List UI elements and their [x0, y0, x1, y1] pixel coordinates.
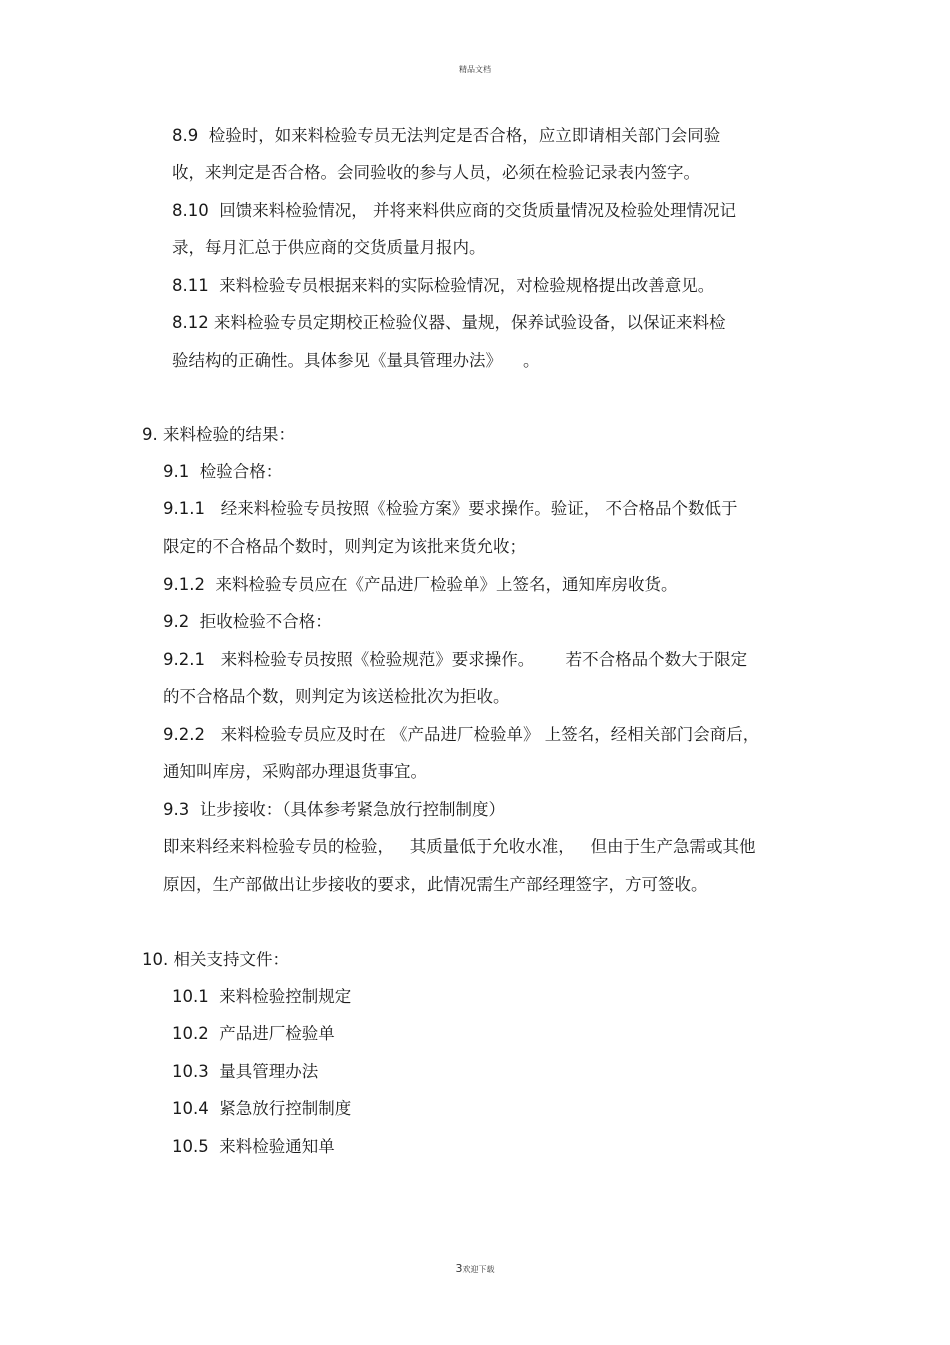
subsection-9-3-heading: 9.3 让步接收：（具体参考紧急放行控制制度） — [163, 800, 505, 819]
paragraph-9-1-1-line-1: 9.1.1 经来料检验专员按照《检验方案》要求操作。验证， 不合格品个数低于 — [163, 499, 738, 518]
list-item: 10.4 紧急放行控制制度 — [172, 1099, 352, 1118]
section-9-heading: 9. 来料检验的结果： — [142, 425, 295, 444]
section-10-heading: 10. 相关支持文件： — [142, 950, 289, 969]
paragraph-8-12-line-1: 8.12 来料检验专员定期校正检验仪器、量规，保养试验设备，以保证来料检 — [172, 313, 726, 332]
list-item: 10.3 量具管理办法 — [172, 1062, 319, 1081]
page-header: 精品文档 — [459, 65, 491, 74]
paragraph-9-3-line-2: 原因，生产部做出让步接收的要求，此情况需生产部经理签字，方可签收。 — [163, 875, 708, 894]
paragraph-9-1-2: 9.1.2 来料检验专员应在《产品进厂检验单》上签名，通知库房收货。 — [163, 575, 678, 594]
subsection-9-1-heading: 9.1 检验合格： — [163, 462, 283, 481]
list-item: 10.5 来料检验通知单 — [172, 1137, 335, 1156]
subsection-9-2-heading: 9.2 拒收检验不合格： — [163, 612, 332, 631]
paragraph-8-10-line-2: 录，每月汇总于供应商的交货质量月报内。 — [172, 238, 486, 257]
paragraph-9-1-1-line-2: 限定的不合格品个数时，则判定为该批来货允收； — [163, 537, 526, 556]
paragraph-8-10-line-1: 8.10 回馈来料检验情况， 并将来料供应商的交货质量情况及检验处理情况记 — [172, 201, 736, 220]
paragraph-9-2-2-line-1: 9.2.2 来料检验专员应及时在 《产品进厂检验单》 上签名，经相关部门会商后， — [163, 725, 760, 744]
paragraph-8-11: 8.11 来料检验专员根据来料的实际检验情况，对检验规格提出改善意见。 — [172, 276, 715, 295]
list-item: 10.1 来料检验控制规定 — [172, 987, 352, 1006]
paragraph-9-3-line-1: 即来料经来料检验专员的检验， 其质量低于允收水准， 但由于生产急需或其他 — [163, 837, 756, 856]
footer-text: 欢迎下载 — [462, 1265, 495, 1274]
paragraph-9-2-2-line-2: 通知叫库房，采购部办理退货事宜。 — [163, 762, 427, 781]
paragraph-8-12-line-2: 验结构的正确性。具体参见《量具管理办法》 。 — [172, 351, 540, 370]
paragraph-9-2-1-line-2: 的不合格品个数，则判定为该送检批次为拒收。 — [163, 687, 510, 706]
list-item: 10.2 产品进厂检验单 — [172, 1024, 335, 1043]
paragraph-8-9-line-1: 8.9 检验时，如来料检验专员无法判定是否合格，应立即请相关部门会同验 — [172, 126, 721, 145]
paragraph-9-2-1-line-1: 9.2.1 来料检验专员按照《检验规范》要求操作。 若不合格品个数大于限定 — [163, 650, 748, 669]
page-footer — [0, 1262, 950, 1275]
paragraph-8-9-line-2: 收，来判定是否合格。会同验收的参与人员，必须在检验记录表内签字。 — [172, 163, 700, 182]
page-number: 3 — [455, 1262, 463, 1275]
